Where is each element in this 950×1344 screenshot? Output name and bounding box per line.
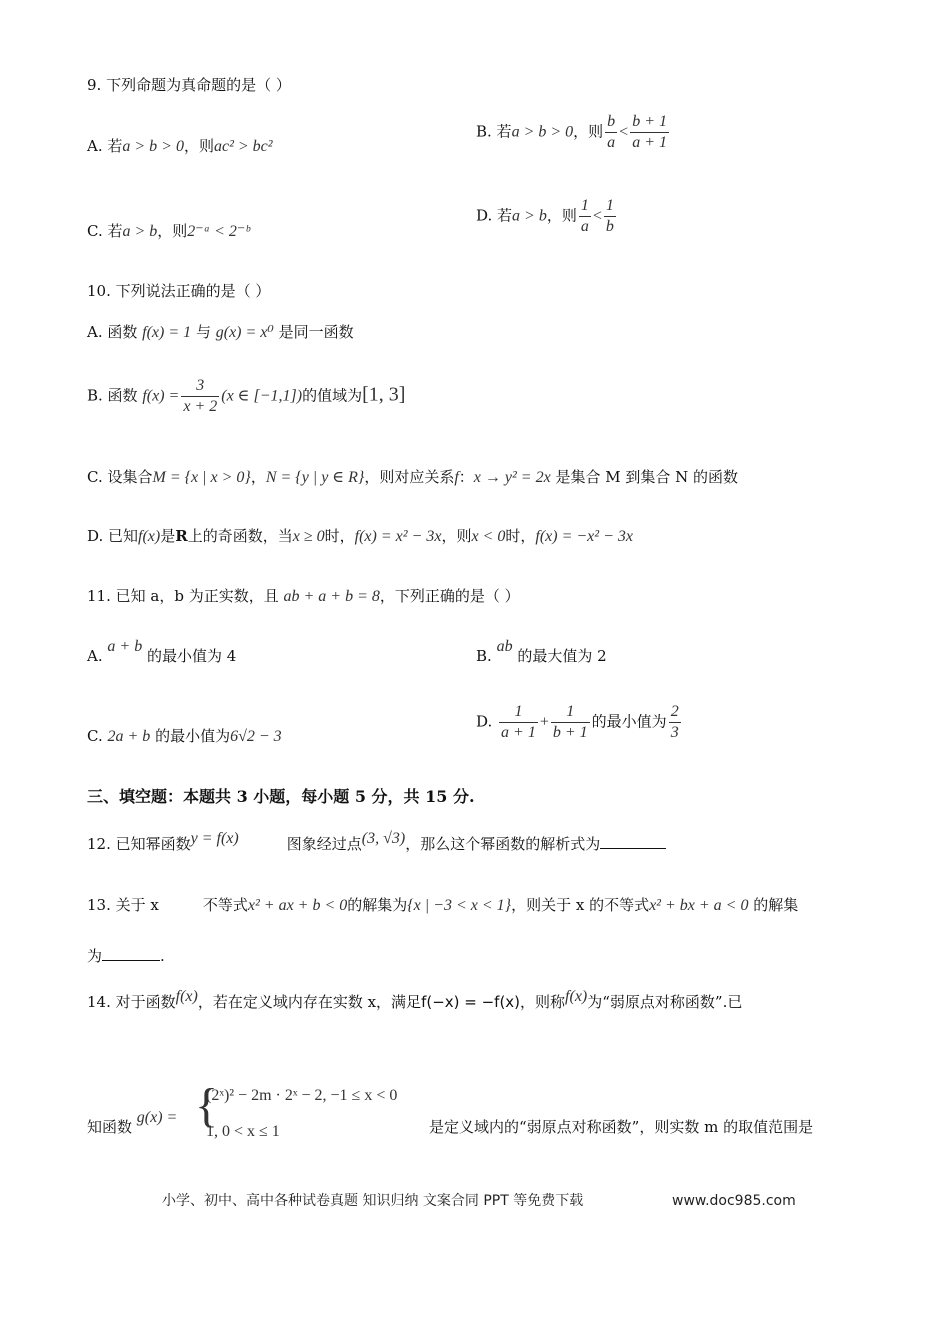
- q10-d-e1: f(x) = x² − 3x: [354, 528, 442, 545]
- q10-c-set-n: N = {y | y ∈ R}: [265, 469, 365, 486]
- q9-d-frac2: $\frac{1}{b}$: [605, 197, 614, 235]
- q10-c-set-m: M = {x | x > 0}: [152, 469, 251, 486]
- q11-b-label: B.: [476, 647, 492, 665]
- q13-post: 的解集: [753, 896, 799, 914]
- q11-option-d: [476, 702, 683, 743]
- footer-url[interactable]: www.doc985.com: [672, 1193, 796, 1209]
- q13-set: {x | −3 < x < 1}: [407, 897, 512, 914]
- q11-a-label: A.: [87, 647, 103, 665]
- q9-d-frac1: $\frac{1}{a}$: [580, 197, 589, 235]
- q11-option-c: [87, 726, 282, 747]
- q9-option-b: [476, 112, 671, 153]
- q10-d-t3: 时，: [324, 527, 355, 545]
- q14-case1: (2ˣ)² − 2m · 2ˣ − 2, −1 ≤ x < 0: [206, 1087, 398, 1104]
- q9-option-d: [476, 196, 618, 237]
- q14-mid2: ，则称: [520, 993, 566, 1011]
- q12-post: ，那么这个幂函数的解析式为: [405, 835, 601, 853]
- q9-a-then: ，则: [183, 137, 214, 155]
- q11-d-val: $\frac{2}{3}$: [670, 703, 679, 741]
- q9-option-a: [87, 136, 273, 157]
- q10-c-f: f: [454, 469, 459, 486]
- q12-pre: 12. 已知幂函数: [87, 835, 191, 853]
- q14-mid1: ，若在定义域内存在实数 x，满足: [197, 993, 422, 1011]
- q9-a-concl: ac² > bc²: [213, 138, 273, 155]
- q10-d-label: D. 已知: [87, 527, 139, 545]
- q10-c-mid: ，则对应关系: [364, 468, 455, 486]
- q10-option-d: [87, 526, 633, 547]
- q14-f1: f(x): [175, 988, 198, 1005]
- q10-d-t2: 上的奇函数，当: [187, 527, 293, 545]
- q12-point: (3, √3): [361, 830, 406, 847]
- q10-b-frac: $\frac{3}{x + 2}$: [183, 377, 218, 415]
- q14-eq: f(−x) = −f(x): [421, 993, 521, 1011]
- q10-stem: 10. 下列说法正确的是（ ）: [87, 282, 271, 300]
- q10-b-dom: (x ∈ [−1,1]): [221, 387, 303, 405]
- q11-d-plus: +: [539, 713, 549, 731]
- q9-d-cond: a > b: [512, 207, 547, 225]
- q13-mid3: ，则关于 x 的不等式: [511, 896, 650, 914]
- q12: [87, 830, 666, 855]
- section-heading-fill-in: 三、填空题：本题共 3 小题，每小题 5 分，共 15 分.: [87, 787, 475, 806]
- q11-c-label: C.: [87, 727, 103, 745]
- q14-pre: 14. 对于函数: [87, 993, 176, 1011]
- q11-a-tail: 的最小值为 4: [146, 647, 237, 665]
- q14-g: g(x) =: [136, 1109, 178, 1126]
- q11-cond: ab + a + b = 8: [283, 588, 380, 605]
- q11-option-a: [87, 638, 237, 667]
- q13-line2: 为 .: [87, 947, 165, 965]
- q10-d-t4: ，则: [441, 527, 472, 545]
- q9-a-cond: a > b > 0: [122, 138, 184, 155]
- q10-d-f: f(x): [138, 528, 161, 545]
- q10-d-t1: 是: [160, 527, 176, 545]
- q13-mid2: 的解集为: [347, 896, 408, 914]
- q11-d-frac2: $\frac{1}{b + 1}$: [552, 703, 588, 741]
- q14-case2: 1, 0 < x ≤ 1: [206, 1123, 280, 1140]
- footer-text: 小学、初中、高中各种试卷真题 知识归纳 文案合同 PPT 等免费下载: [162, 1193, 584, 1209]
- q10-a-mid: 与: [195, 323, 211, 341]
- q9-c-then: ，则: [157, 222, 188, 240]
- q14-pre2: 知函数: [87, 1118, 133, 1136]
- q9-b-op: <: [619, 123, 629, 141]
- q9-stem: 9. 下列命题为真命题的是（ ）: [87, 76, 291, 94]
- q14-line2-pre: [87, 1109, 178, 1138]
- q9-c-label: C. 若: [87, 222, 123, 240]
- q9-c-cond: a > b: [122, 223, 158, 240]
- q13: [87, 895, 798, 916]
- q10-d-t5: 时，: [505, 527, 536, 545]
- q10-c-rel: x → y² = 2x: [473, 469, 551, 486]
- q9-b-then: ，则: [573, 122, 604, 141]
- q13-answer-blank: [102, 946, 160, 961]
- q10-c-colon: ：: [458, 468, 474, 486]
- q10-c-label: C. 设集合: [87, 468, 153, 486]
- q9-c-concl: 2⁻ᵃ < 2⁻ᵇ: [187, 223, 250, 240]
- q13-ineq1: x² + ax + b < 0: [247, 897, 348, 914]
- q10-option-a: [87, 322, 354, 343]
- q10-b-label: B. 函数: [87, 386, 138, 405]
- q12-f: y = f(x): [190, 830, 239, 847]
- q11-d-frac1: $\frac{1}{a + 1}$: [501, 703, 536, 741]
- q10-a-g: g(x) = x⁰: [215, 324, 274, 341]
- q9-d-label: D. 若: [476, 206, 513, 225]
- q11-a-expr: a + b: [107, 638, 143, 655]
- q14-post2: 是定义域内的“弱原点对称函数”，则实数 m 的取值范围是: [429, 1118, 814, 1136]
- q11-stem-pre: 11. 已知 a，b 为正实数，且: [87, 587, 279, 605]
- q10-d-c1: x ≥ 0: [292, 528, 325, 545]
- q10-d-c2: x < 0: [471, 528, 506, 545]
- q9-b-frac2: $\frac{b + 1}{a + 1}$: [632, 113, 667, 151]
- q11-b-expr: ab: [496, 638, 513, 655]
- q9-b-frac1: $\frac{b}{a}$: [607, 113, 616, 151]
- q14-post: 为“弱原点对称函数”.已: [587, 993, 743, 1011]
- q9-b-label: B. 若: [476, 122, 512, 141]
- q13-ineq2: x² + bx + a < 0: [649, 897, 749, 914]
- q11-d-tail: 的最小值为: [591, 712, 667, 731]
- q10-d-reals: R: [175, 527, 188, 545]
- q10-b-lhs: f(x) =: [142, 387, 180, 405]
- q13-pre: 13. 关于 x: [87, 896, 159, 914]
- q13-line2-text: 为: [87, 947, 103, 965]
- q11-c-val: 6√2 − 3: [230, 728, 282, 745]
- q10-c-sep: ，: [250, 468, 266, 486]
- q14-piecewise-brace: {: [195, 1079, 219, 1132]
- q9-b-cond: a > b > 0: [511, 123, 574, 141]
- q10-option-b: [87, 376, 405, 417]
- q10-d-e2: f(x) = −x² − 3x: [535, 528, 633, 545]
- q10-a-label: A. 函数: [87, 323, 138, 341]
- q10-option-c: [87, 467, 738, 488]
- q10-a-f: f(x) = 1: [142, 324, 192, 341]
- q11-c-expr: 2a + b: [107, 728, 151, 745]
- q9-d-op: <: [592, 207, 602, 225]
- q11-stem-post: ，下列正确的是（ ）: [379, 587, 520, 605]
- q11-b-tail: 的最大值为 2: [517, 647, 607, 665]
- q11-d-label: D.: [476, 712, 493, 731]
- q10-c-tail: 是集合 M 到集合 N 的函数: [555, 468, 739, 486]
- q14-line1: [87, 988, 743, 1013]
- q9-option-c: [87, 221, 250, 242]
- q10-a-tail: 是同一函数: [278, 323, 354, 341]
- q11-c-tail: 的最小值为: [155, 727, 231, 745]
- q11-stem: [87, 586, 520, 607]
- q10-b-range: [1, 3]: [362, 383, 406, 406]
- q9-a-label: A. 若: [87, 137, 123, 155]
- q11-option-b: [476, 638, 607, 667]
- q10-b-mid: 的值域为: [302, 386, 363, 405]
- q9-d-then: ，则: [546, 206, 577, 225]
- q12-answer-blank: [600, 834, 666, 849]
- q13-mid1: 不等式: [202, 896, 248, 914]
- q12-mid: 图象经过点: [286, 835, 362, 853]
- q14-f2: f(x): [565, 988, 588, 1005]
